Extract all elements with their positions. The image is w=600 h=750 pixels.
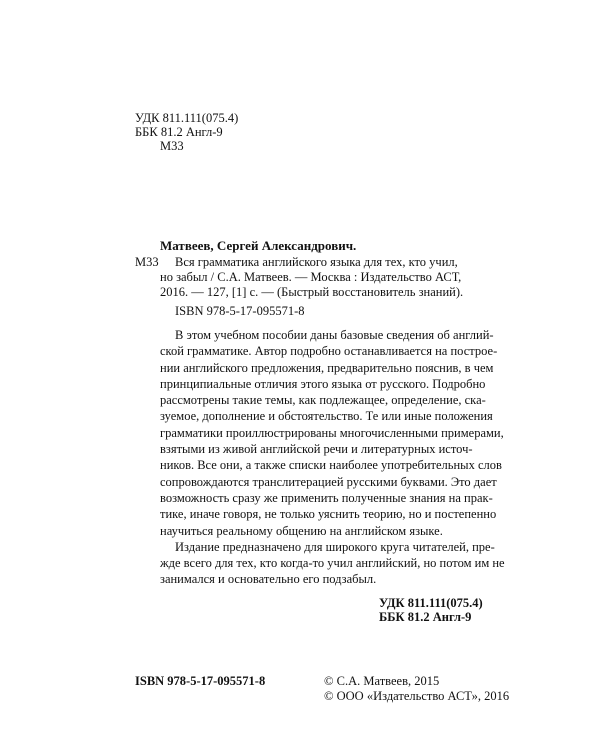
annotation-line: ников. Все они, а также списки наиболее употребительных слов — [160, 458, 502, 473]
top-udk: УДК 811.111(075.4) — [135, 111, 239, 125]
annotation-line: взятыми из живой английской речи и литературных источ- — [160, 442, 473, 457]
bottom-bbk: ББК 81.2 Англ-9 — [379, 610, 472, 624]
annotation-line: нии английского предложения, предварительно пояснив, в чем — [160, 360, 494, 375]
annotation-line: грамматики проиллюстрированы многочисленными примерами, — [160, 425, 504, 440]
annotation-line: тике, иначе говоря, не только уяснить теорию, но и постепенно — [160, 507, 497, 522]
annotation-line: ской грамматике. Автор подробно останавливается на построе- — [160, 344, 498, 359]
bottom-udk: УДК 811.111(075.4) — [379, 596, 483, 610]
title-line: 2016. — 127, [1] с. — (Быстрый восстановитель знаний). — [160, 285, 464, 299]
title-line: но забыл / С.А. Матвеев. — Москва : Издательство АСТ, — [160, 270, 462, 284]
footer-isbn: ISBN 978-5-17-095571-8 — [135, 674, 266, 688]
annotation-line: жде всего для тех, кто когда-то учил английский, но потом им не — [160, 556, 505, 571]
copyright-publisher: © ООО «Издательство АСТ», 2016 — [324, 689, 510, 703]
annotation-line: рассмотрены такие темы, как подлежащее, определение, ска- — [160, 393, 486, 408]
annotation-line: занимался и основательно его подзабыл. — [160, 572, 377, 587]
title-line: Вся грамматика английского языка для тех, кто учил, — [175, 255, 458, 269]
author-heading: Матвеев, Сергей Александрович. — [160, 238, 357, 253]
annotation — [160, 327, 505, 588]
top-bbk: ББК 81.2 Англ-9 — [135, 125, 223, 139]
record-isbn: ISBN 978-5-17-095571-8 — [175, 304, 305, 318]
annotation-line: сопровождаются транслитерацией русскими буквами. Это дает — [160, 474, 497, 489]
copyright-author: © С.А. Матвеев, 2015 — [324, 674, 440, 688]
annotation-line: научиться реальному общению на английском языке. — [160, 523, 443, 538]
annotation-line: зуемое, дополнение и обстоятельство. Те или иные положения — [160, 409, 493, 424]
record-author-mark: М33 — [135, 255, 159, 269]
annotation-line: принципиальные отличия этого языка от русского. Подробно — [160, 376, 486, 391]
annotation-line: возможность сразу же применить полученные знания на прак- — [160, 490, 493, 505]
annotation-line: Издание предназначено для широкого круга читателей, пре- — [175, 539, 495, 554]
top-author-mark: М33 — [160, 139, 184, 153]
annotation-line: В этом учебном пособии даны базовые сведения об англий- — [175, 328, 494, 342]
